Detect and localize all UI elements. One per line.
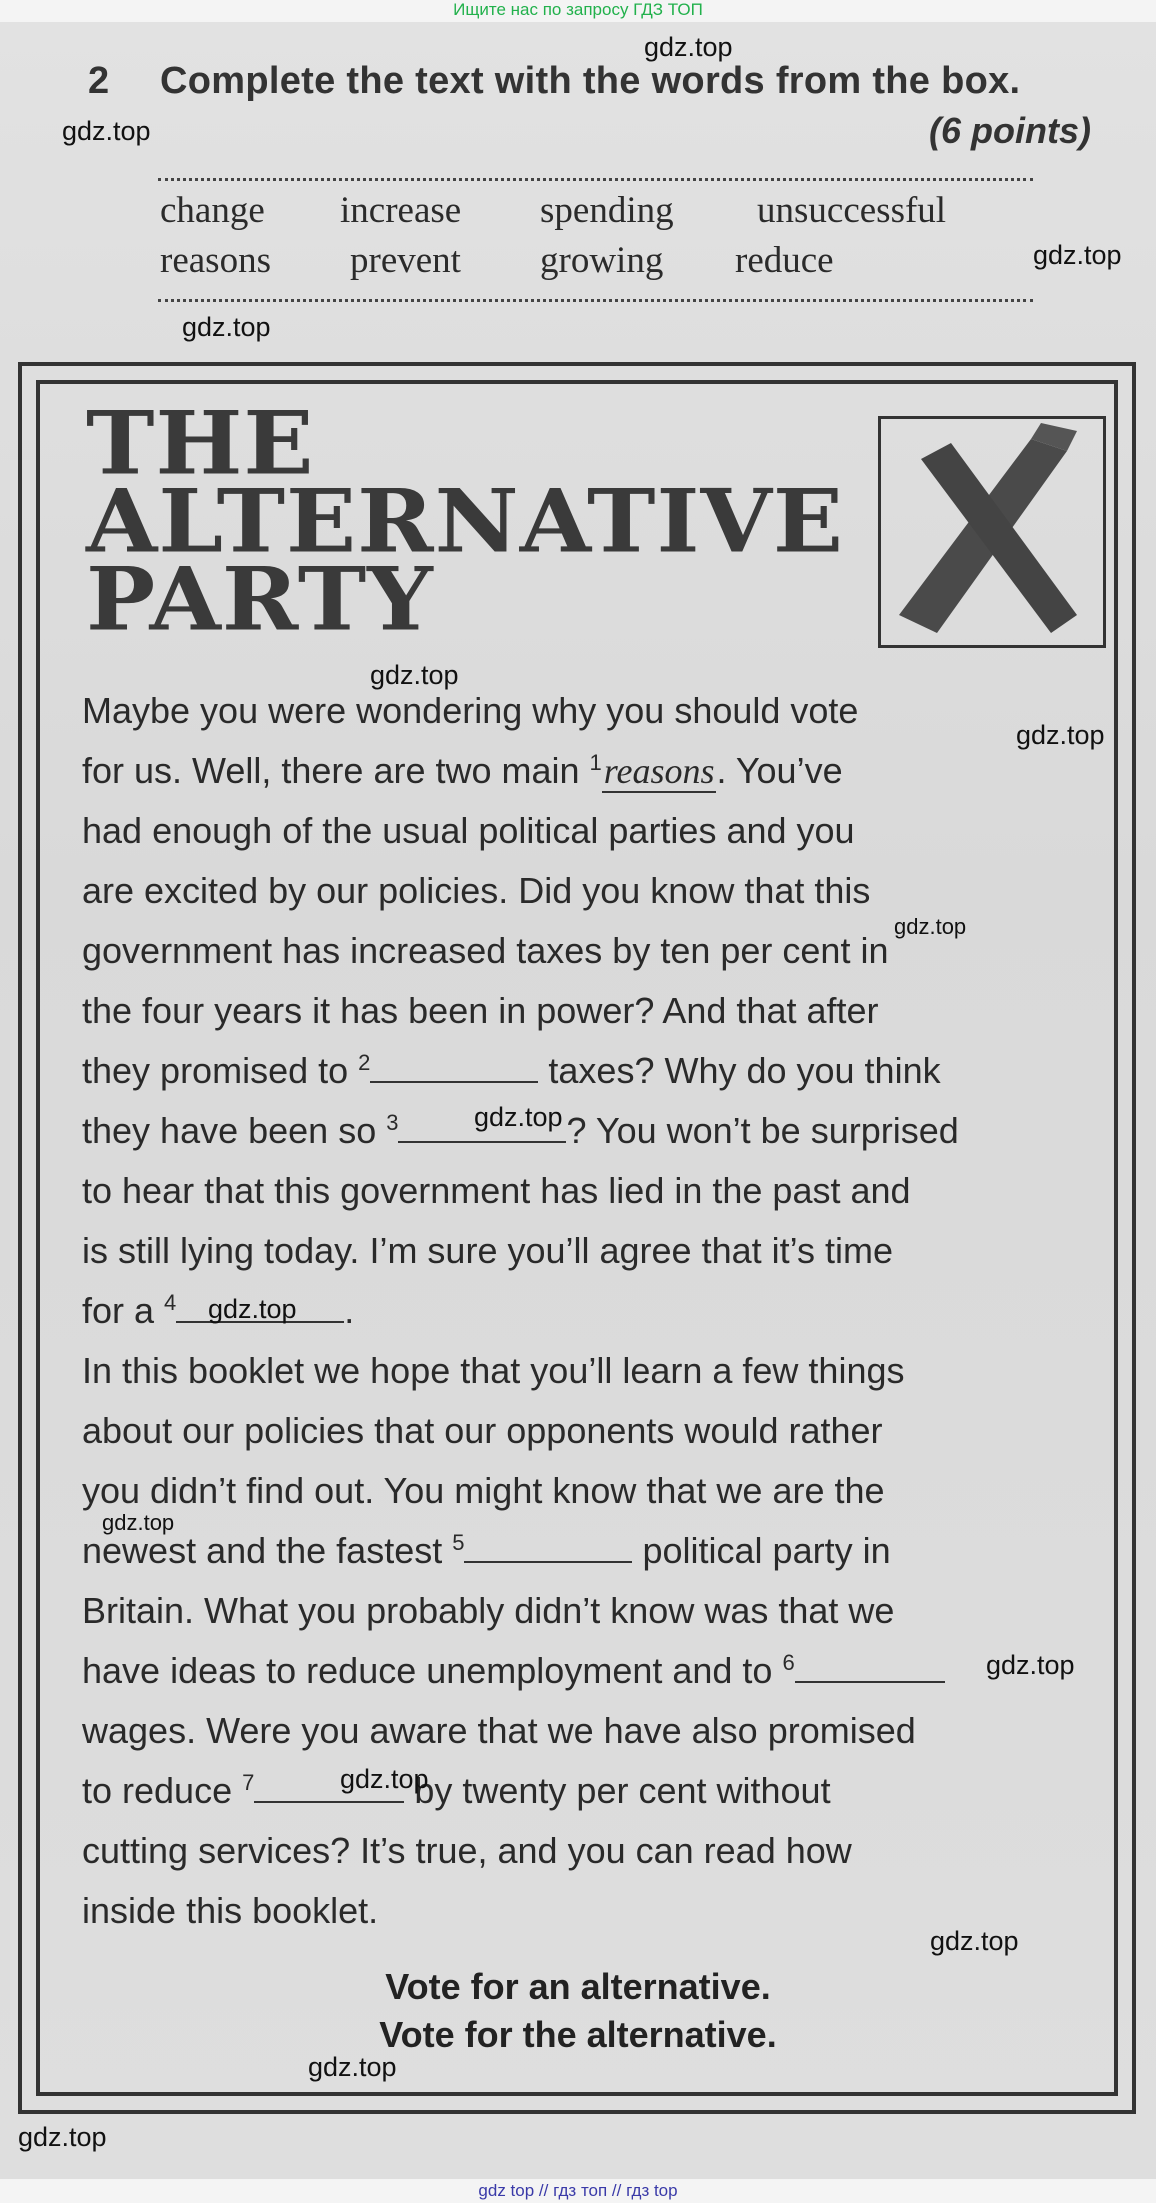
article-line: to hear that this government has lied in the past and [82,1170,911,1211]
watermark: gdz.top [102,1510,175,1535]
article-line: Britain. What you probably didn’t know was that we [82,1590,895,1631]
slogan-1: Vote for an alternative. [385,1966,771,2007]
watermark: gdz.top [986,1650,1075,1680]
watermark: gdz.top [62,116,151,146]
gap-2[interactable] [370,1051,538,1083]
article-title-line: THE [86,391,315,495]
word-box-item: change [160,190,265,231]
article-line [82,750,1092,792]
article-line: wages. Were you aware that we have also promised [82,1710,916,1751]
task-points: (6 points) [929,110,1091,151]
article-line [82,1650,1092,1692]
gap-number: 5 [452,1530,465,1555]
article-line: inside this booklet. [82,1890,379,1931]
watermark: gdz.top [182,312,271,342]
article-title-line: ALTERNATIVE [86,469,845,573]
watermark: gdz.top [18,2122,107,2152]
article-line [82,1050,1092,1092]
text-run: by twenty per cent without [404,1770,831,1811]
word-box-item: prevent [350,240,461,281]
watermark: gdz.top [1033,240,1122,270]
article-line: you didn’t find out. You might know that we are the [82,1470,885,1511]
ballot-box [878,416,1106,648]
slogan-2: Vote for the alternative. [379,2014,777,2055]
word-box-item: reduce [735,240,834,281]
text-run: to reduce [82,1770,243,1811]
watermark: gdz.top [894,914,967,939]
text-run: . You’ve [716,750,843,791]
gap-number: 4 [164,1290,177,1315]
text-run: they have been so [82,1110,387,1151]
article-line: is still lying today. I’m sure you’ll agree that it’s time [82,1230,893,1271]
watermark: gdz.top [340,1764,429,1794]
text-run: . [344,1290,355,1331]
watermark: gdz.top [1016,720,1105,750]
text-run: have ideas to reduce unemployment and to [82,1650,783,1691]
word-box-item: growing [540,240,664,281]
article-line [82,1110,1092,1152]
top-banner[interactable]: Ищите нас по запросу ГДЗ ТОП [0,0,1156,22]
gap-number: 6 [782,1650,795,1675]
word-box-item: reasons [160,240,271,281]
word-box [158,178,1033,302]
article-line: In this booklet we hope that you’ll learn a few things [82,1350,905,1391]
article-line: the four years it has been in power? And that after [82,990,879,1031]
word-box-item: increase [340,190,462,231]
article-line [82,1770,1092,1812]
gap-number: 1 [589,750,602,775]
word-box-item: spending [540,190,674,231]
word-box-item: unsuccessful [757,190,947,231]
text-run: newest and the fastest [82,1530,453,1571]
article-title-line: PARTY [86,547,434,651]
watermark: gdz.top [208,1294,297,1324]
text-run: for us. Well, there are two main [82,750,590,791]
bottom-banner[interactable]: gdz top // гдз топ // гдз top [0,2179,1156,2203]
watermark: gdz.top [930,1926,1019,1956]
text-run: they promised to [82,1050,359,1091]
gap-5[interactable] [464,1531,632,1563]
watermark: gdz.top [474,1102,563,1132]
article-line [82,1530,1092,1572]
task-title: Complete the text with the words from the box. [160,60,1021,102]
watermark: gdz.top [644,32,733,62]
article-line: government has increased taxes by ten per cent in [82,930,889,971]
article-line: had enough of the usual political parties and you [82,810,855,851]
cross-mark-icon [881,419,1103,645]
answer-1: reasons [603,751,715,791]
task-number: 2 [88,60,110,102]
text-run: ? You won’t be surprised [566,1110,959,1151]
gap-number: 7 [242,1770,255,1795]
article-title [86,391,845,651]
watermark: gdz.top [370,660,459,690]
article-line: cutting services? It’s true, and you can read how [82,1830,852,1871]
text-run: taxes? Why do you think [538,1050,941,1091]
article-line: are excited by our policies. Did you know that this [82,870,871,911]
text-run: political party in [632,1530,891,1571]
gap-6[interactable] [795,1651,945,1683]
text-run: for a [82,1290,165,1331]
article-line: Maybe you were wondering why you should vote [82,690,859,731]
gap-number: 3 [386,1110,399,1135]
article-line: about our policies that our opponents would rather [82,1410,883,1451]
watermark: gdz.top [308,2052,397,2082]
gap-number: 2 [358,1050,371,1075]
